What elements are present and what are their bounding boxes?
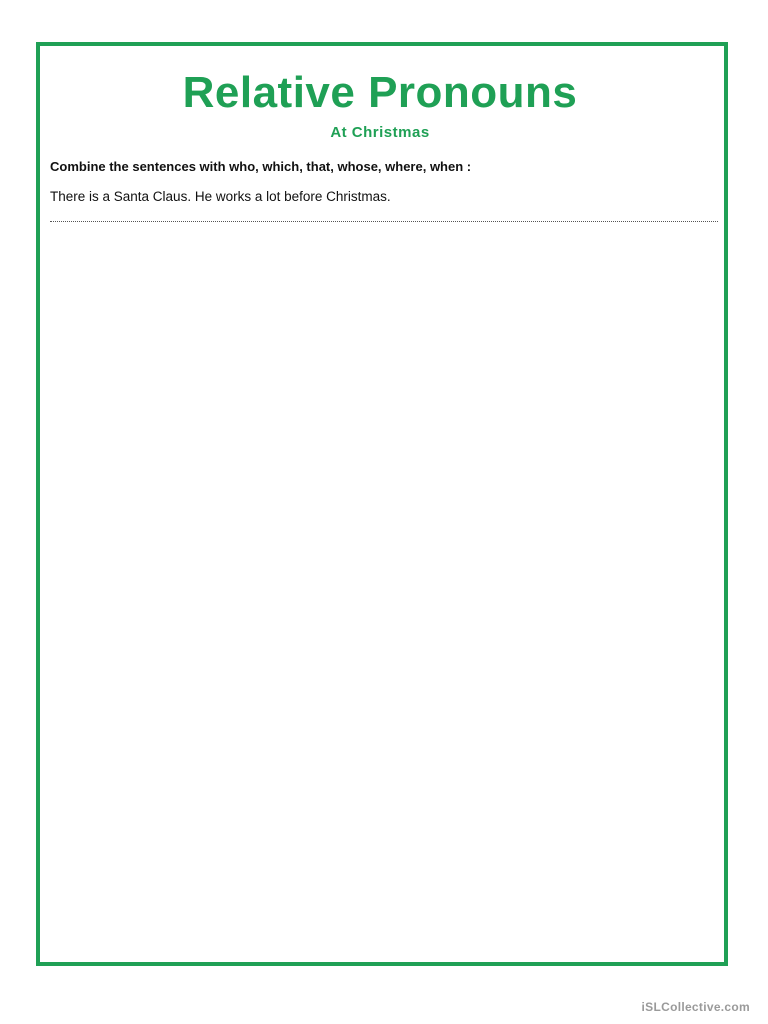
- page-subtitle: At Christmas: [330, 124, 430, 141]
- exercise-item: [50, 188, 712, 222]
- instructions: Combine the sentences with who, which, that, whose, where, when :: [50, 159, 472, 174]
- answer-line[interactable]: [50, 206, 718, 222]
- worksheet-frame: [36, 42, 728, 966]
- page-title: Relative Pronouns: [182, 68, 578, 117]
- site-watermark: iSLCollective.com: [641, 1000, 750, 1014]
- exercise-prompt: There is a Santa Claus. He works a lot before Christmas.: [50, 189, 391, 204]
